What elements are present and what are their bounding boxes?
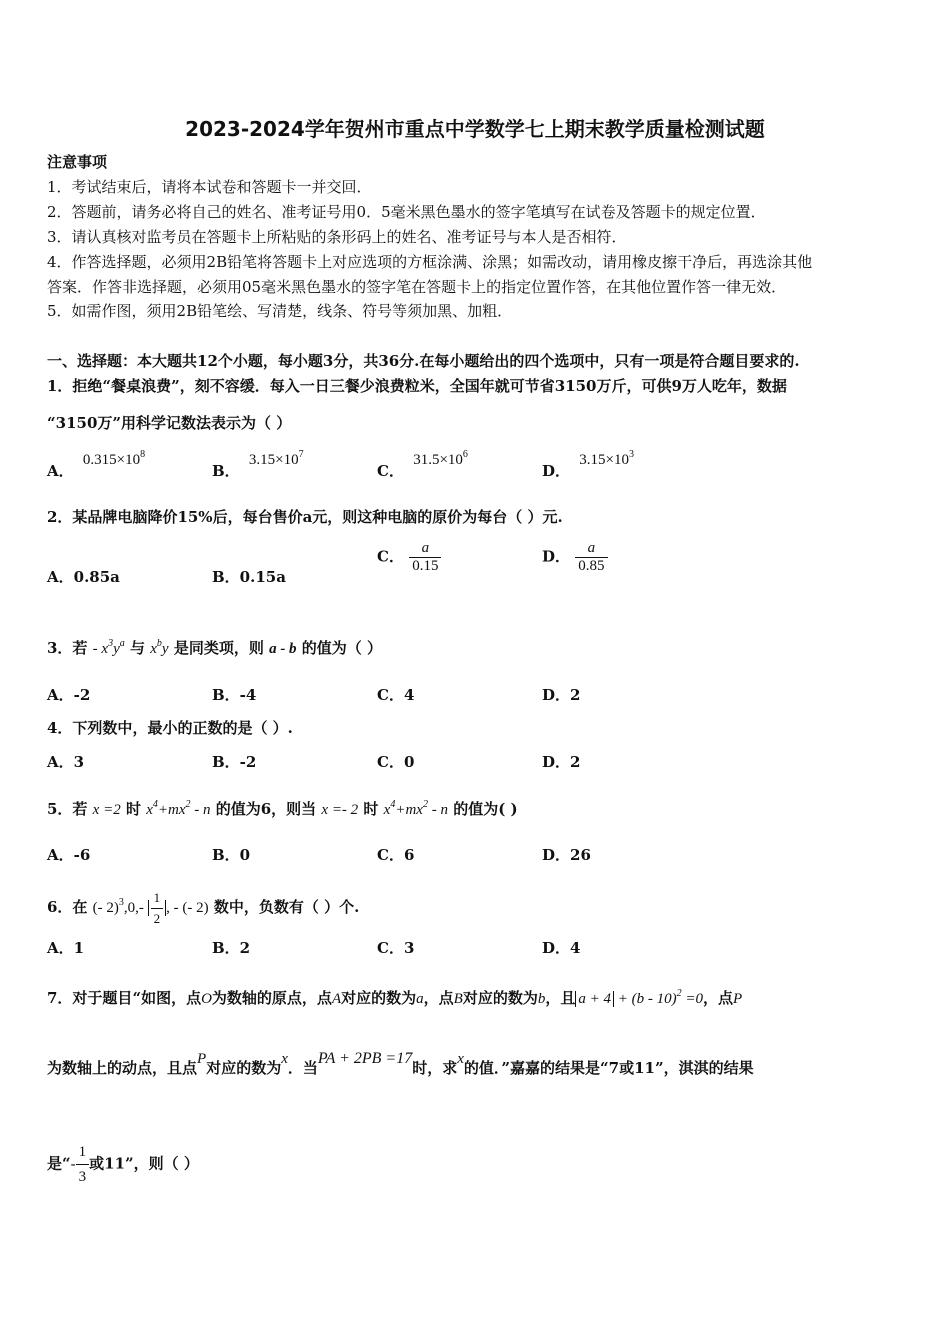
- q3-term1: - $x^3y^a$: [92, 638, 125, 657]
- notice-item-4-cont: 答案．作答非选择题，必须用05毫米黑色墨水的签字笔在答题卡上的指定位置作答，在其他位置作答一律无效．: [47, 278, 787, 296]
- q7-fraction: $\frac{1}{3}$: [76, 1140, 90, 1189]
- q5-option-c[interactable]: C．6: [377, 846, 415, 864]
- q1-option-d-label: D．: [542, 462, 571, 480]
- q3-option-a[interactable]: A．-2: [47, 686, 91, 704]
- q6-option-a[interactable]: A．1: [47, 939, 85, 957]
- q1-option-c[interactable]: [377, 448, 468, 480]
- q6-number-list: (- 2)$^3$,0,- $\frac{1}{2}$ , - (- 2): [93, 900, 209, 916]
- q2-stem: 2．某品牌电脑降价15%后，每台售价a元，则这种电脑的原价为每台（ ）元.: [47, 508, 563, 526]
- q2-option-a[interactable]: A．0.85a: [47, 568, 120, 586]
- q2-option-c-label: C．: [377, 547, 404, 566]
- section-heading: 一、选择题：本大题共12个小题，每小题3分，共36分.在每小题给出的四个选项中，只有一项是符合题目要求的.: [47, 352, 800, 370]
- q1-option-a-value: $0.315\times 10^8$: [82, 449, 146, 468]
- q1-option-d-value: $3.15\times 10^3$: [579, 449, 634, 468]
- q3-option-c[interactable]: C．4: [377, 686, 415, 704]
- q5-polynomial-2: $x^4+mx^2 - n$: [383, 799, 448, 818]
- q4-option-c[interactable]: C．0: [377, 753, 415, 771]
- q6-option-d[interactable]: D．4: [542, 939, 581, 957]
- q5-option-d[interactable]: D．26: [542, 846, 591, 864]
- q6-option-b[interactable]: B．2: [212, 939, 251, 957]
- q5-condition-1: x =2: [92, 802, 121, 818]
- q7-condition: a + 4 + (b - 10)$^2$ =0: [575, 991, 703, 1007]
- notice-item-1: 1．考试结束后，请将本试卷和答题卡一并交回．: [47, 178, 372, 196]
- q5-option-b[interactable]: B．0: [212, 846, 251, 864]
- q2-option-c-fraction: $\frac{a}{0.15}$: [409, 540, 441, 575]
- q4-option-d[interactable]: D．2: [542, 753, 581, 771]
- notice-heading: 注意事项: [47, 153, 108, 171]
- page-title: 2023-2024学年贺州市重点中学数学七上期末教学质量检测试题: [185, 117, 765, 141]
- q2-option-d-label: D．: [542, 547, 571, 566]
- q7-equation: PA + 2PB =17: [317, 1050, 413, 1067]
- q5-polynomial-1: $x^4+mx^2 - n$: [146, 799, 211, 818]
- q2-option-b[interactable]: B．0.15a: [212, 568, 286, 586]
- q7-stem-line2: 为数轴上的动点，且点P对应的数为x．当PA + 2PB =17时，求x的值．”嘉嘉的结果是“7或11”，淇淇的结果: [47, 1050, 754, 1077]
- q3-option-b[interactable]: B．-4: [212, 686, 257, 704]
- q7-stem-line3: 是“- $\frac{1}{3}$ 或11”，则（ ）: [47, 1140, 199, 1189]
- q1-stem-line2: “3150万”用科学记数法表示为（ ）: [47, 414, 292, 432]
- q5-stem: 5．若 x =2 时 $x^4+mx^2 - n$ 的值为6，则当 x =- 2 时 $x^4+mx^2 - n$ 的值为( ): [47, 799, 518, 818]
- q4-stem: 4．下列数中，最小的正数的是（ ）.: [47, 719, 293, 737]
- q1-option-d[interactable]: [542, 448, 634, 480]
- q1-option-b-value: $3.15\times 10^7$: [248, 449, 304, 468]
- q1-option-b-label: B．: [212, 462, 240, 480]
- q5-condition-2: x =- 2: [321, 802, 359, 818]
- notice-item-4: 4．作答选择题，必须用2B铅笔将答题卡上对应选项的方框涂满、涂黑；如需改动，请用橡皮擦干净后，再选涂其他: [47, 253, 813, 271]
- q4-option-b[interactable]: B．-2: [212, 753, 257, 771]
- q3-expression: a - b: [269, 641, 297, 657]
- notice-item-2: 2．答题前，请务必将自己的姓名、准考证号用0．5毫米黑色墨水的签字笔填写在试卷及答题卡的规定位置．: [47, 203, 766, 221]
- q6-option-c[interactable]: C．3: [377, 939, 415, 957]
- q1-option-a-label: A．: [47, 462, 74, 480]
- q3-stem: 3．若 - $x^3y^a$ 与 $x^by$ 是同类项，则 a - b 的值为（ ）: [47, 638, 383, 657]
- q2-option-d-fraction: $\frac{a}{0.85}$: [575, 540, 607, 575]
- q2-option-d[interactable]: [542, 540, 608, 575]
- q1-stem-line1: 1．拒绝“餐桌浪费”，刻不容缓．每入一日三餐少浪费粒米，全国年就可节省3150万斤，可供9万人吃年，数据: [47, 377, 787, 395]
- q3-term2: $x^by$: [150, 638, 169, 657]
- q6-stem: 6．在 (- 2)$^3$,0,- $\frac{1}{2}$ , - (- 2) 数中，负数有（ ）个.: [47, 888, 359, 929]
- notice-item-3: 3．请认真核对监考员在答题卡上所粘贴的条形码上的姓名、准考证号与本人是否相符．: [47, 228, 627, 246]
- q4-option-a[interactable]: A．3: [47, 753, 85, 771]
- q2-option-c[interactable]: [377, 540, 441, 575]
- q7-stem-line1: 7．对于题目“如图，点O为数轴的原点，点A对应的数为a，点B对应的数为b，且 a + 4 + (b - 10)$^2$ =0，点P: [47, 988, 743, 1007]
- q5-option-a[interactable]: A．-6: [47, 846, 91, 864]
- q3-option-d[interactable]: D．2: [542, 686, 581, 704]
- q1-option-b[interactable]: [212, 448, 304, 480]
- q1-option-c-label: C．: [377, 462, 404, 480]
- notice-item-5: 5．如需作图，须用2B铅笔绘、写清楚，线条、符号等须加黑、加粗．: [47, 302, 513, 320]
- q1-option-a[interactable]: [47, 448, 146, 480]
- q1-option-c-value: $31.5\times 10^6$: [413, 449, 468, 468]
